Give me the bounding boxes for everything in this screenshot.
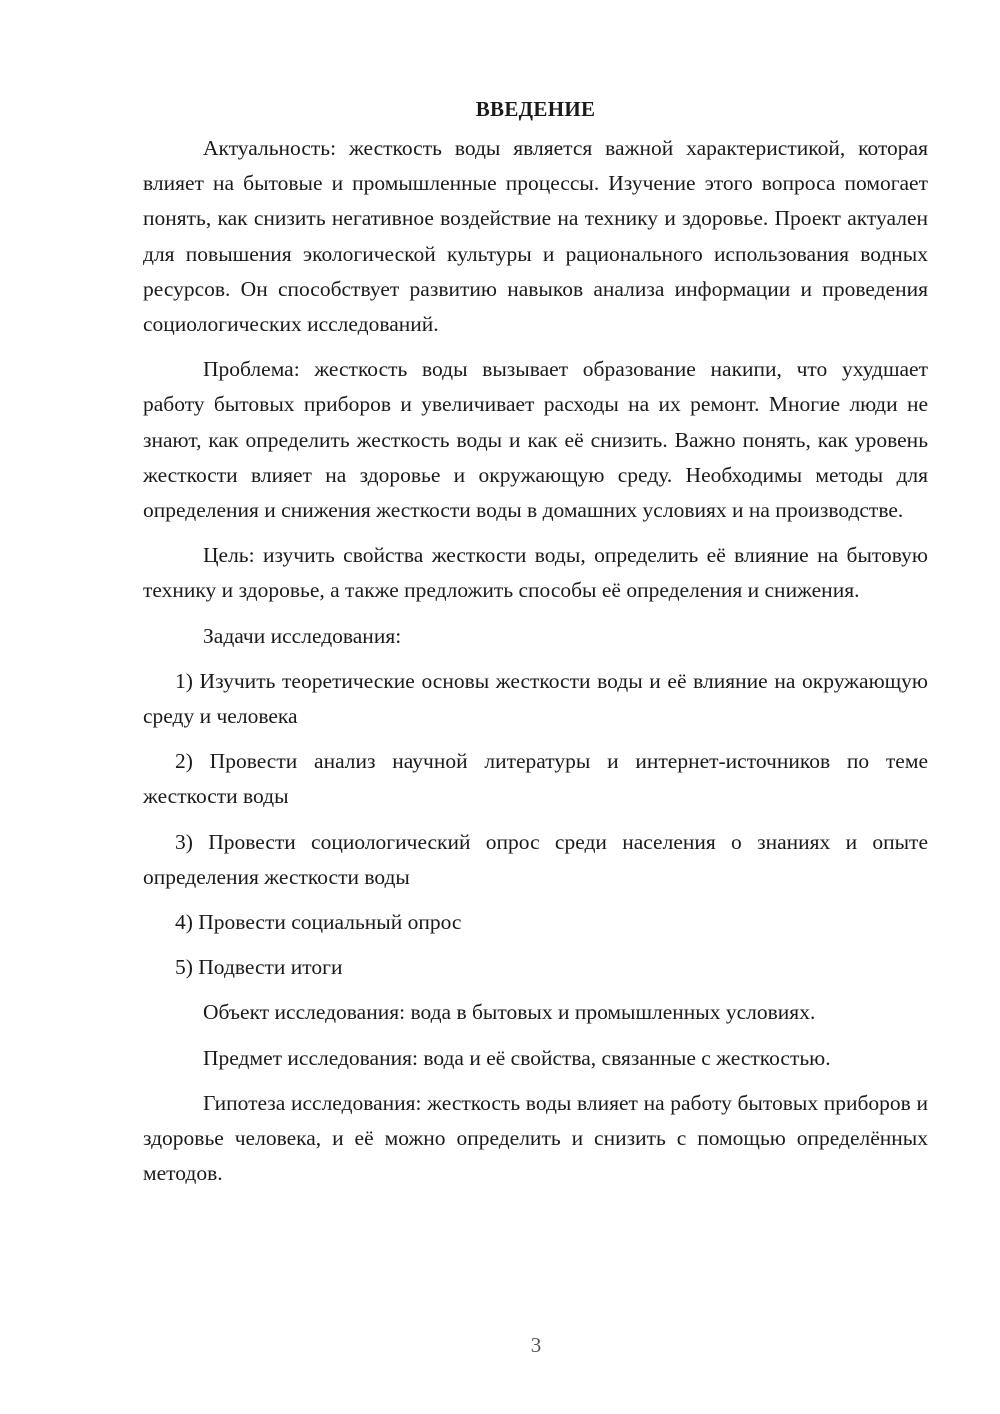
paragraph-subject: Предмет исследования: вода и её свойства, связанные с жесткостью.: [203, 1045, 831, 1070]
task-item-3: 3) Провести социологический опрос среди населения о знаниях и опыте определения жесткости воды: [143, 829, 928, 889]
section-title: ВВЕДЕНИЕ: [475, 97, 596, 121]
task-item-2: 2) Провести анализ научной литературы и интернет-источников по теме жесткости воды: [143, 749, 928, 809]
page-number: 3: [530, 1333, 542, 1357]
document-page: [143, 92, 928, 1201]
paragraph-relevance: Актуальность: жесткость воды является важной характеристикой, которая влияет на бытовые и промышленные процессы. Изучение этого вопроса помогает понять, как снизить негативное воздействие на технику и здоровье. Проект актуален для повышения экологической культуры и рационального использования водных ресурсов. Он способствует развитию навыков анализа информации и проведения социологических исследований.: [143, 136, 928, 337]
paragraph-problem: Проблема: жесткость воды вызывает образование накипи, что ухудшает работу бытовых приборов и увеличивает расходы на их ремонт. Многие люди не знают, как определить жесткость воды и как её снизить. Важно понять, как уровень жесткости влияет на здоровье и окружающую среду. Необходимы методы для определения и снижения жесткости воды в домашних условиях и на производстве.: [143, 357, 928, 523]
paragraph-object: Объект исследования: вода в бытовых и промышленных условиях.: [203, 1000, 816, 1025]
task-item-4: 4) Провести социальный опрос: [175, 910, 462, 935]
tasks-heading: Задачи исследования:: [203, 623, 402, 648]
task-item-5: 5) Подвести итоги: [175, 955, 343, 980]
paragraph-hypothesis: Гипотеза исследования: жесткость воды влияет на работу бытовых приборов и здоровье человека, и её можно определить и снизить с помощью определённых методов.: [143, 1090, 928, 1186]
task-item-1: 1) Изучить теоретические основы жесткости воды и её влияние на окружающую среду и человека: [143, 668, 928, 729]
paragraph-goal: Цель: изучить свойства жесткости воды, определить её влияние на бытовую технику и здоровье, а также предложить способы её определения и снижения.: [143, 543, 928, 603]
